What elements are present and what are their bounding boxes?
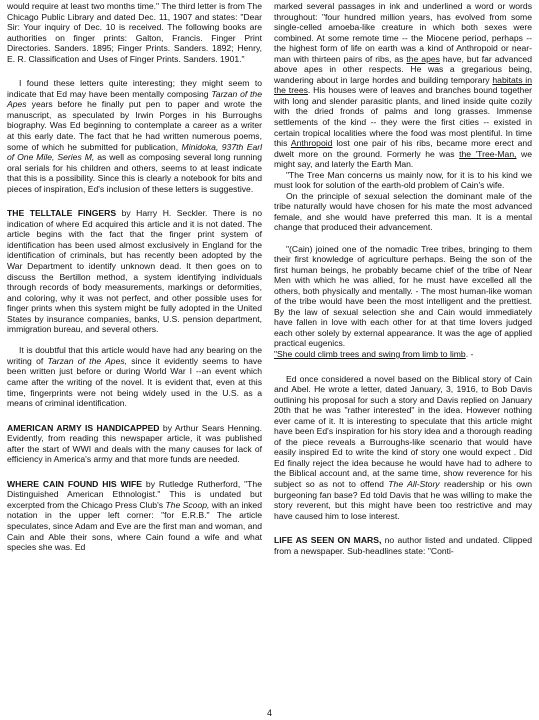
section-heading: THE TELLTALE FINGERS [7, 208, 117, 219]
underlined-text: Anthropoid [290, 138, 333, 149]
book-title: Tarzan of the Apes, [47, 355, 128, 366]
book-title: Tarzan of the Apes [7, 88, 262, 110]
underlined-text: "She could climb trees and swing from limb to limb [274, 349, 466, 359]
section-heading: WHERE CAIN FOUND HIS WIFE [7, 478, 143, 489]
paragraph-tree-man: "The Tree Man concerns us mainly now, for it is to his kind we must look for solution of the earth-old problem of Cain's wife. [274, 169, 532, 191]
paragraph-sexual-selection: On the principle of sexual selection the dominant male of the tribe naturally would have chosen for his mate the most advanced female, and she would have preferred this man. It is a mental change that produced their advancement. [274, 190, 532, 233]
publication-title: The Scoop, [165, 499, 210, 510]
left-column [7, 1, 262, 553]
paragraph-novel-idea: Ed once considered a novel based on the Biblical story of Cain and Abel. He wrote a letter, dated January, 3, 1916, to Bob Davis outlining his proposal for such a story and Davis replied on January 20th that he was "rather interested" in the idea. However nothing ever came of it. It is interesting to speculate that this article might have been Ed's inspiration for his story idea and a thorough reading of the piece reveals a Burroughs-like scenario that would have easily inspired Ed to write the kind of story one would expect . Did Ed finally reject the idea because he would have had to adhere to the Biblical account and, at the same time, show reverence for his subject so as not to offend The All-Story readership or his own burgeoning fan base? Ed told Davis that he was willing to make the story reverent, but this might have been too restrictive and may have caused him to lose interest. [274, 373, 532, 521]
underlined-text: habitats in the trees [274, 74, 532, 96]
paragraph-quoted-passage: marked several passages in ink and underlined a word or words throughout: "four hundred million years, has evolved from some single-celled amoeba-like creature in which both sexes were combined. At some remote time -- the Miocene period, perhaps -- the highest form of life on earth was a kind of Anthropoid or near-man with thirteen pairs of ribs, as the apes have, but far advanced above apes in other respects. He was a gregarious being, wandering about in large hordes and building temporary habitats in the trees. His houses were of leaves and branches bound together with long and slender parasitic plants, and lined inside quite cozily with the dried fronds of palms and long grasses. Immense settlements of the kind -- they were the first cities -- existed in certain tropical localities where the food was most plentiful. In time this Anthropoid lost one pair of his ribs, became more erect and dwelt more on the ground. Formerly he was the 'Tree-Man, we might say, and laterly the Earth Man. [274, 1, 533, 170]
underlined-text: the 'Tree-Man, [459, 148, 517, 159]
publication-title: The All-Story [388, 479, 440, 490]
section-telltale-fingers: THE TELLTALE FINGERS by Harry H. Seckler. There is no indication of where Ed acquired this article and it is not dated. The article begins with the fact that the finger print system of identification has been used almost exclusively in England for the identification of criminals, but has recently been adopted by the War Department to identify unknown dead. It then goes on to discuss the Bertillon method, a system identifying individuals through records of body measurements, markings or deformities, and coloring, why it was not perfect, and other possible uses for finger prints when this system might be fully adopted in the United States by insurance companies, banks, U.S. pension department, immigration bureau, and several others. [7, 208, 262, 335]
page-number: 4 [266, 708, 272, 718]
section-heading: LIFE AS SEEN ON MARS, [274, 535, 382, 546]
underlined-text: the apes [406, 53, 440, 64]
paragraph-commentary: I found these letters quite interesting; they might seem to indicate that Ed may have been mentally composing Tarzan of the Apes years before he finally put pen to paper and wrote the manuscript, as speculated by Irwin Porges in his Burroughs biography. Was Ed beginning to contemplate a career as a writer at this early date. The fact that he had written numerous poems, some of which he submitted for publication, Minidoka, 937th Earl of One Mile, Series M, as well as composing several long running oral serials for his children and others, seems to at least indicate that this is a possibility. Since this is clearly a notebook for bits and pieces of inspiration, Ed's inclusion of these letters is suggestive. [7, 78, 262, 194]
section-life-on-mars: LIFE AS SEEN ON MARS, no author listed and undated. Clipped from a newspaper. Sub-headlines state: "Conti- [274, 535, 532, 556]
section-american-army: AMERICAN ARMY IS HANDICAPPED by Arthur Sears Henning. Evidently, from reading this newspaper article, it was published after the start of WWI and deals with the many causes for lack of efficiency in America's army and that more funds are needed. [7, 422, 262, 465]
paragraph-letters: would require at least two months time." The third letter is from The Chicago Public Library and dated Dec. 11, 1907 and states: "Dear Sir: Your inquiry of Dec. 10 is received. The following books are authorities on finger prints: Galton, Francis. Finger Print Directories. Sanders. 1895; Finger Prints. Sanders. 1892; Henry, E. R. Classification and Uses of Finger Prints. Sanders. 1901." [7, 1, 262, 64]
poem-title: Minidoka, 937th Earl of One Mile, Series M, [7, 141, 262, 163]
paragraph-cain-joined: "(Cain) joined one of the nomadic Tree tribes, bringing to them their first knowledge of agriculture perhaps. Being the son of the first human beings, he probably became chief of the tribe of Near Men with which he was allied, for he must have excelled all the others, both physically and mentally. - The most human-like woman of the tribe would have been the most intelligent and the prettiest. By the law of sexual selection she and Cain would immediately have fallen in love with each other for at that time lovers judged each other solely by external appearance. It was the age of applied practical eugenics. "She could climb trees and swing from limb to limb. - [274, 243, 532, 359]
section-where-cain: WHERE CAIN FOUND HIS WIFE by Rutledge Rutherford, "The Distinguished American Ethnologist." This is undated but excerpted from the Chicago Press Club's The Scoop, with an inked notation in the upper left corner: "for E.R.B." The article speculates, since Adam and Eve are the first man and woman, and Cain and Able their sons, where Cain found a wife and what species she was. Ed [7, 478, 262, 553]
right-column [274, 1, 532, 556]
paragraph-doubtful: It is doubtful that this article would have had any bearing on the writing of Tarzan of the Apes, since it evidently seems to have been written just before or during World War I --an event which came after the writing of the novel. It is evident that, even at this time, fingerprints were not being widely used in the U.S. as a means of criminal identification. [7, 345, 263, 409]
section-heading: AMERICAN ARMY IS HANDICAPPED [7, 422, 160, 433]
